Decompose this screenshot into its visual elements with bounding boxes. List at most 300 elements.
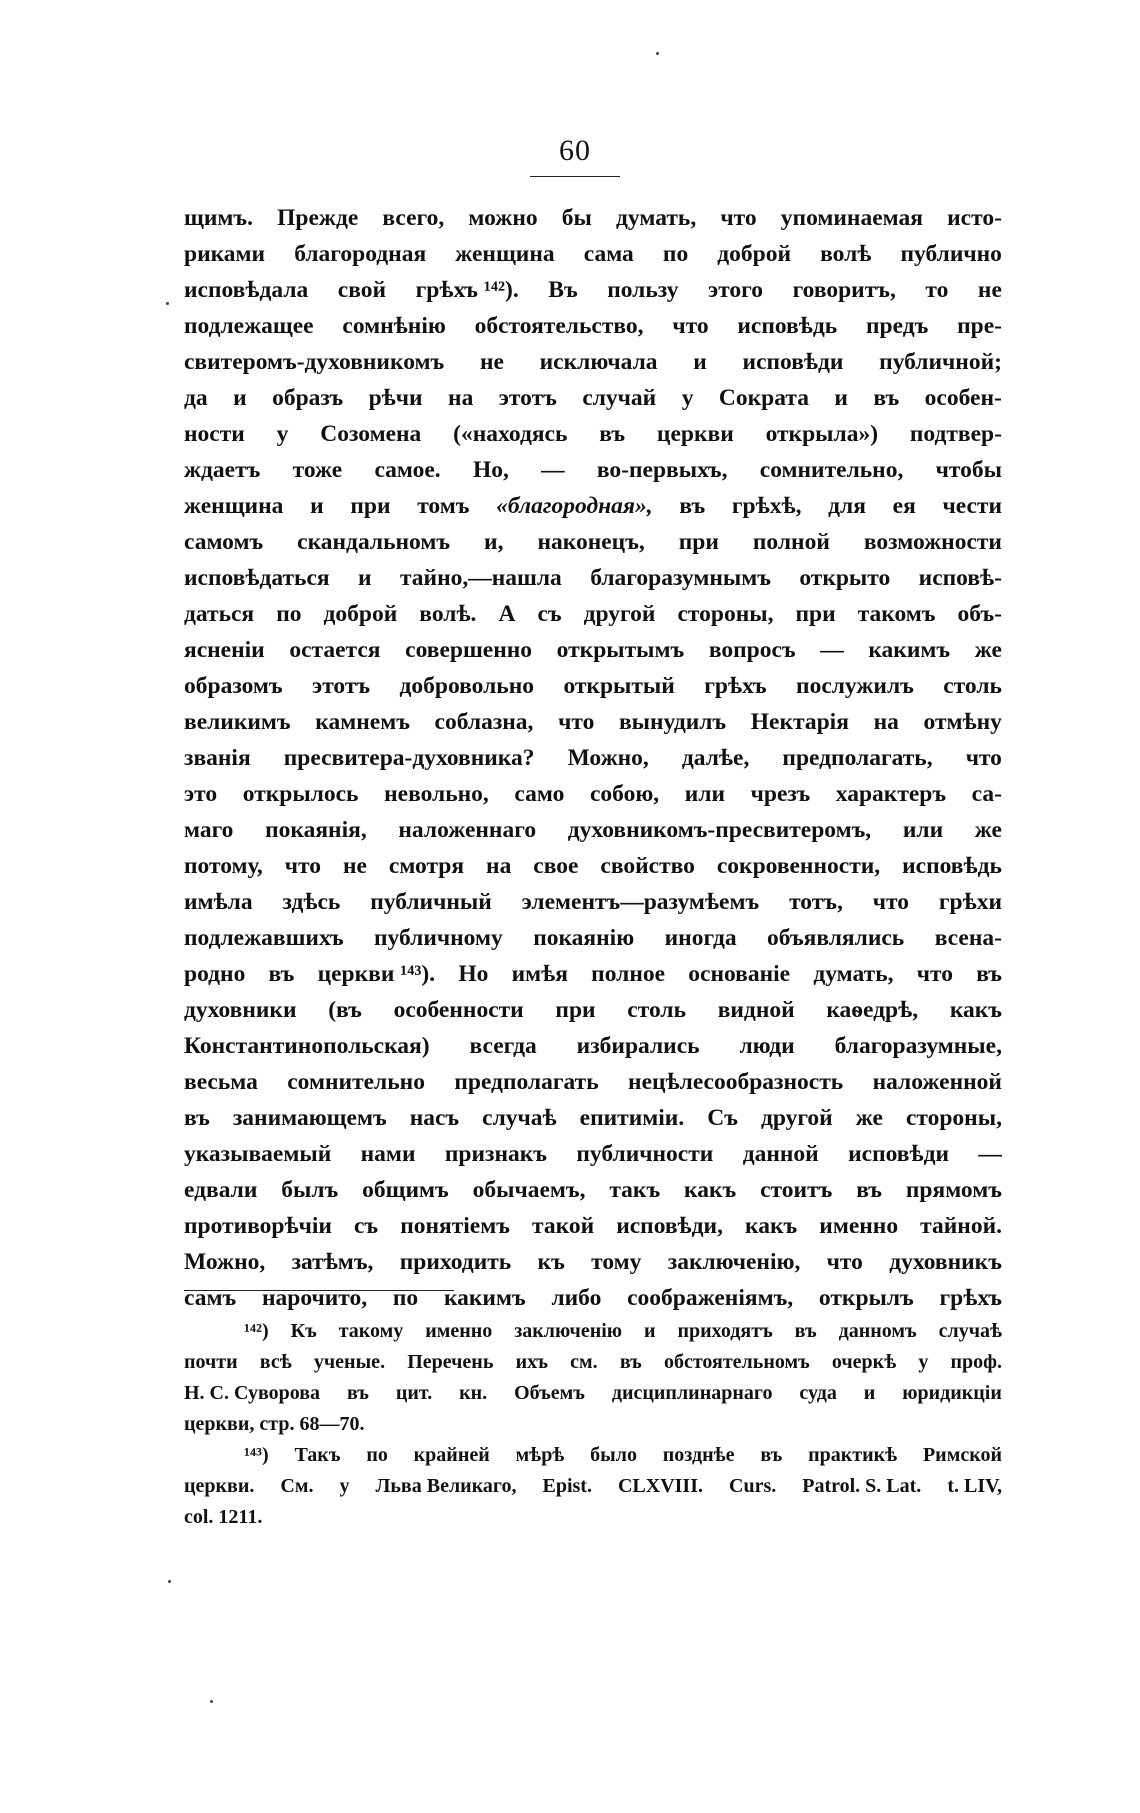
word: заключенію <box>514 1320 623 1342</box>
word: приходить <box>399 1249 512 1275</box>
word: имѣла <box>184 889 253 915</box>
word: и, <box>484 529 504 555</box>
word: грѣхи <box>938 889 1002 915</box>
word: (въ <box>328 997 362 1023</box>
word: Curs. <box>729 1475 777 1497</box>
footnotes <box>184 1316 1002 1533</box>
word: покаянію <box>533 925 635 951</box>
word: весьма <box>184 1069 258 1095</box>
word: открылось <box>242 781 359 807</box>
text-line <box>184 308 1002 344</box>
word: самомъ <box>184 529 264 555</box>
word: при <box>678 529 719 555</box>
word: занимающемъ <box>232 1105 387 1131</box>
text-line <box>184 884 1002 920</box>
word: на <box>873 709 899 735</box>
word: столь <box>943 673 1002 699</box>
text-line <box>184 272 1002 308</box>
scan-speck <box>210 1700 213 1703</box>
word: чести <box>942 493 1002 519</box>
text-line <box>184 632 1002 668</box>
word: открытымъ <box>556 637 685 663</box>
word: думать, <box>813 961 894 987</box>
word: прямомъ <box>905 1177 1002 1203</box>
word: при <box>555 997 596 1023</box>
word: указываемый <box>184 1141 332 1167</box>
word: Къ <box>290 1320 317 1342</box>
word: грѣхѣ, <box>731 493 802 519</box>
word: какъ <box>745 1213 798 1239</box>
word: основаніе <box>688 961 791 987</box>
word: сокровенности, <box>716 853 881 879</box>
text-line <box>184 1136 1002 1172</box>
word: ея <box>892 493 916 519</box>
footnote-line <box>184 1502 1002 1533</box>
word: при <box>350 493 391 519</box>
word: томъ <box>417 493 470 519</box>
word: предъ <box>865 313 929 339</box>
word: званія <box>184 745 251 771</box>
word: обычаемъ, <box>472 1177 586 1203</box>
text-line <box>184 704 1002 740</box>
word: что <box>965 745 1002 771</box>
scan-speck <box>168 1580 171 1583</box>
word: пресвитера-духовника? <box>283 745 535 771</box>
word: почти <box>184 1351 238 1373</box>
word: маго <box>184 817 234 843</box>
text-line <box>184 452 1002 488</box>
word: въ <box>184 1105 210 1131</box>
word: какимъ <box>443 1285 526 1311</box>
word: само <box>514 781 565 807</box>
word: у <box>276 421 289 447</box>
text-line <box>184 524 1002 560</box>
word: всена- <box>934 925 1002 951</box>
word: Съ <box>707 1105 738 1131</box>
word: Прежде <box>277 205 359 231</box>
word: что <box>672 313 709 339</box>
footnote-line <box>184 1378 1002 1409</box>
word: далѣе, <box>681 745 750 771</box>
word: что <box>826 1249 863 1275</box>
word: бы <box>561 205 592 231</box>
word: ¹⁴²) <box>244 1320 269 1342</box>
word: люди <box>739 1033 795 1059</box>
text-line <box>184 1244 1002 1280</box>
word: нарочито, <box>261 1285 368 1311</box>
word: исто- <box>947 205 1002 231</box>
word: можно <box>468 205 538 231</box>
word: исповѣди <box>742 349 844 375</box>
word: отмѣну <box>923 709 1002 735</box>
word: публично <box>900 241 1002 267</box>
text-line <box>184 236 1002 272</box>
word: тому <box>591 1249 642 1275</box>
word: образомъ <box>184 673 283 699</box>
word: какъ <box>684 1177 737 1203</box>
word: данномъ <box>838 1320 917 1342</box>
text-line <box>184 1280 1002 1316</box>
word: мѣрѣ <box>515 1444 565 1466</box>
word: признакъ <box>444 1141 547 1167</box>
word: объявлялись <box>767 925 905 951</box>
word: что <box>284 853 321 879</box>
word: видной <box>717 997 795 1023</box>
text-line <box>184 596 1002 632</box>
word: по <box>392 1285 419 1311</box>
word: въ <box>679 493 706 519</box>
word: противорѣчіи <box>184 1213 332 1239</box>
word: наконецъ, <box>537 529 645 555</box>
word: цит. <box>395 1382 433 1404</box>
word: Н. С. Суворова <box>184 1382 321 1404</box>
word: всего, <box>382 205 445 231</box>
word: скандальномъ <box>297 529 451 555</box>
word: Можно, <box>567 745 649 771</box>
word: нами <box>360 1141 416 1167</box>
word: по <box>366 1444 388 1466</box>
word: приходятъ <box>677 1320 773 1342</box>
word: CLXVIII. <box>617 1475 703 1497</box>
text-line <box>184 920 1002 956</box>
word: у <box>339 1475 350 1497</box>
word: же <box>855 1105 883 1131</box>
word: въ <box>794 1320 817 1342</box>
word: при <box>795 601 836 627</box>
word: женщина <box>184 493 284 519</box>
word: t. LIV, <box>947 1475 1002 1497</box>
word: обстоятельномъ <box>663 1351 810 1373</box>
word: открыто <box>799 565 891 591</box>
word: благородная <box>294 241 427 267</box>
word: исповѣди, <box>616 1213 723 1239</box>
word: и <box>644 1320 656 1342</box>
word: характеръ <box>835 781 947 807</box>
word: понятіемъ <box>400 1213 510 1239</box>
word: общимъ <box>362 1177 449 1203</box>
word: стороны, <box>905 1105 1002 1131</box>
word: Такъ <box>294 1444 341 1466</box>
word: А <box>498 601 516 627</box>
word: благоразумные, <box>834 1033 1002 1059</box>
word: такому <box>338 1320 404 1342</box>
word: такъ <box>609 1177 661 1203</box>
page-number-rule <box>530 176 620 177</box>
word: покаянія, <box>265 817 367 843</box>
word: не <box>479 349 504 375</box>
word: полной <box>752 529 830 555</box>
word: доброй <box>717 241 792 267</box>
word: полное <box>591 961 666 987</box>
text-line <box>184 1208 1002 1244</box>
word: ученые. <box>313 1351 386 1373</box>
word: что <box>916 961 953 987</box>
word: соблазна, <box>434 709 534 735</box>
word: вынудилъ <box>618 709 727 735</box>
word: Сократа <box>718 385 809 411</box>
word: Объемъ <box>514 1382 585 1404</box>
word: затѣмъ, <box>291 1249 374 1275</box>
word: — <box>978 1141 1002 1167</box>
word: думать, <box>616 205 697 231</box>
word: грѣхъ <box>704 673 767 699</box>
word: Перечень <box>407 1351 494 1373</box>
word: исповѣди <box>848 1141 950 1167</box>
word: исповѣдала <box>184 277 309 303</box>
word: суда <box>799 1382 837 1404</box>
word: даться <box>184 601 255 627</box>
word: публичный <box>370 889 492 915</box>
word: или <box>684 781 726 807</box>
word: возможности <box>863 529 1002 555</box>
word: этотъ <box>312 673 371 699</box>
word: свитеромъ-духовникомъ <box>184 349 445 375</box>
word: сомнѣнію <box>342 313 446 339</box>
word: съ <box>353 1213 379 1239</box>
word: въ <box>268 961 295 987</box>
word: случаѣ <box>482 1105 557 1131</box>
body-text <box>184 200 1002 1316</box>
word: позднѣе <box>662 1444 735 1466</box>
word: сама <box>583 241 634 267</box>
word: крайней <box>413 1444 490 1466</box>
word: у <box>918 1351 929 1373</box>
word: Можно, <box>184 1249 266 1275</box>
word: церкви, стр. 68—70. <box>184 1413 365 1435</box>
word: духовникомъ-пресвитеромъ, <box>567 817 872 843</box>
word: и <box>693 349 707 375</box>
word: подтвер- <box>909 421 1002 447</box>
word: публичности <box>576 1141 714 1167</box>
word: что <box>558 709 595 735</box>
word: стороны, <box>677 601 774 627</box>
word: потому, <box>184 853 263 879</box>
word: церкви <box>656 421 734 447</box>
word: риками <box>184 241 266 267</box>
word: духовники <box>184 997 297 1023</box>
word: имѣя <box>511 961 568 987</box>
word: Нектарія <box>750 709 849 735</box>
word: всѣ <box>259 1351 292 1373</box>
word: щимъ. <box>184 205 253 231</box>
word: да <box>184 385 208 411</box>
word: насъ <box>409 1105 460 1131</box>
word: ждаетъ <box>184 457 261 483</box>
word: волѣ <box>820 241 872 267</box>
word: объ- <box>957 601 1002 627</box>
word: очеркѣ <box>831 1351 897 1373</box>
text-line <box>184 416 1002 452</box>
word: именно <box>819 1213 899 1239</box>
word: рѣчи <box>368 385 423 411</box>
text-line <box>184 1172 1002 1208</box>
word: совершенно <box>405 637 533 663</box>
word: же <box>974 637 1002 663</box>
word: тоже <box>292 457 343 483</box>
word: церкви. <box>184 1475 255 1497</box>
word: образъ <box>272 385 344 411</box>
footnote-line <box>184 1347 1002 1378</box>
word: же <box>974 817 1002 843</box>
word: великимъ <box>184 709 291 735</box>
word: случай <box>582 385 657 411</box>
word: въ <box>873 385 900 411</box>
word: юридикціи <box>902 1382 1002 1404</box>
word: камнемъ <box>315 709 410 735</box>
word: свое <box>533 853 579 879</box>
word: по <box>276 601 302 627</box>
text-line <box>184 812 1002 848</box>
word: открылъ <box>818 1285 914 1311</box>
footnote <box>184 1440 1002 1533</box>
word: кн. <box>459 1382 488 1404</box>
word: другой <box>760 1105 833 1131</box>
word: было <box>590 1444 637 1466</box>
word: данной <box>742 1141 819 1167</box>
word: не <box>977 277 1002 303</box>
word: самое. <box>374 457 441 483</box>
word: col. 1211. <box>184 1506 263 1528</box>
word: — <box>820 637 844 663</box>
word: наложеннаго <box>398 817 537 843</box>
word: подлежащее <box>184 313 314 339</box>
word: этого <box>708 277 764 303</box>
word: свойство <box>600 853 695 879</box>
word: ихъ <box>515 1351 548 1373</box>
word: тотъ, <box>789 889 843 915</box>
word: публичной; <box>879 349 1002 375</box>
word: Но <box>458 961 489 987</box>
word: («находясь <box>453 421 568 447</box>
word: это <box>184 781 218 807</box>
word: у <box>681 385 694 411</box>
word: и <box>834 385 848 411</box>
text-line <box>184 668 1002 704</box>
word: въ <box>760 1444 783 1466</box>
word: Льва Великаго, <box>375 1475 517 1497</box>
word: какимъ <box>868 637 951 663</box>
word: ности <box>184 421 245 447</box>
word: практикѣ <box>808 1444 898 1466</box>
text-line <box>184 1028 1002 1064</box>
page-number: 60 <box>559 134 591 167</box>
word: на <box>448 385 474 411</box>
word: обстоятельство, <box>474 313 644 339</box>
word: и <box>863 1382 876 1404</box>
text-line <box>184 956 1002 992</box>
text-line <box>184 488 1002 524</box>
word: сомнительно <box>287 1069 425 1095</box>
word: остается <box>289 637 381 663</box>
word: иногда <box>664 925 737 951</box>
word: Но, <box>472 457 509 483</box>
word: Константинопольская) <box>184 1033 430 1059</box>
word: добровольно <box>399 673 535 699</box>
word: Въ <box>548 277 578 303</box>
word: тайно,—нашла <box>399 565 562 591</box>
word: Epist. <box>542 1475 592 1497</box>
word: для <box>828 493 866 519</box>
word: элементъ—разумѣемъ <box>521 889 760 915</box>
word: былъ <box>281 1177 339 1203</box>
text-line <box>184 992 1002 1028</box>
word: такой <box>532 1213 595 1239</box>
word: столь <box>627 997 686 1023</box>
word: особен- <box>924 385 1002 411</box>
word: едвали <box>184 1177 258 1203</box>
word: духовникъ <box>889 1249 1002 1275</box>
word: и <box>233 385 247 411</box>
word: женщина <box>455 241 555 267</box>
word: что <box>872 889 909 915</box>
text-line <box>184 740 1002 776</box>
text-line <box>184 560 1002 596</box>
word: къ <box>537 1249 565 1275</box>
word: вопросъ <box>708 637 796 663</box>
word: всегда <box>469 1033 537 1059</box>
word: въ <box>619 1351 642 1373</box>
word: родно <box>184 961 246 987</box>
word: наложенной <box>872 1069 1002 1095</box>
text-line <box>184 200 1002 236</box>
word: либо <box>551 1285 602 1311</box>
word: и <box>358 565 372 591</box>
word: церкви ¹⁴³). <box>317 961 436 987</box>
word: см. <box>570 1351 598 1373</box>
word: упоминаемая <box>780 205 923 231</box>
footnote-line <box>184 1316 1002 1347</box>
word: говоритъ, <box>792 277 896 303</box>
word: исповѣдь <box>737 313 838 339</box>
word: особенности <box>393 997 524 1023</box>
word: Римской <box>922 1444 1002 1466</box>
word: исключала <box>539 349 658 375</box>
word: доброй <box>323 601 398 627</box>
word: проф. <box>950 1351 1002 1373</box>
word: исповѣ- <box>918 565 1002 591</box>
word: по <box>662 241 689 267</box>
word: пре- <box>957 313 1002 339</box>
word: — <box>541 457 565 483</box>
text-line <box>184 776 1002 812</box>
word: или <box>902 817 944 843</box>
word: са- <box>971 781 1002 807</box>
word: Patrol. S. Lat. <box>802 1475 922 1497</box>
footnote-line <box>184 1409 1002 1440</box>
word: сомнительно, <box>759 457 904 483</box>
word: См. <box>280 1475 314 1497</box>
text-line <box>184 1100 1002 1136</box>
word: волѣ. <box>419 601 477 627</box>
word: исповѣдь <box>902 853 1002 879</box>
text-line <box>184 344 1002 380</box>
footnote-line <box>184 1440 1002 1471</box>
word: чтобы <box>935 457 1002 483</box>
scan-speck <box>656 52 659 55</box>
word: во-первыхъ, <box>596 457 728 483</box>
word: «благородная», <box>496 493 653 519</box>
word: благоразумнымъ <box>590 565 771 591</box>
word: въ <box>856 1177 882 1203</box>
word: открытый <box>563 673 675 699</box>
word: именно <box>425 1320 493 1342</box>
footnote <box>184 1316 1002 1440</box>
word: не <box>342 853 367 879</box>
word: каѳедрѣ, <box>826 997 919 1023</box>
word: смотря <box>388 853 465 879</box>
word: пользу <box>607 277 679 303</box>
word: съ <box>537 601 562 627</box>
